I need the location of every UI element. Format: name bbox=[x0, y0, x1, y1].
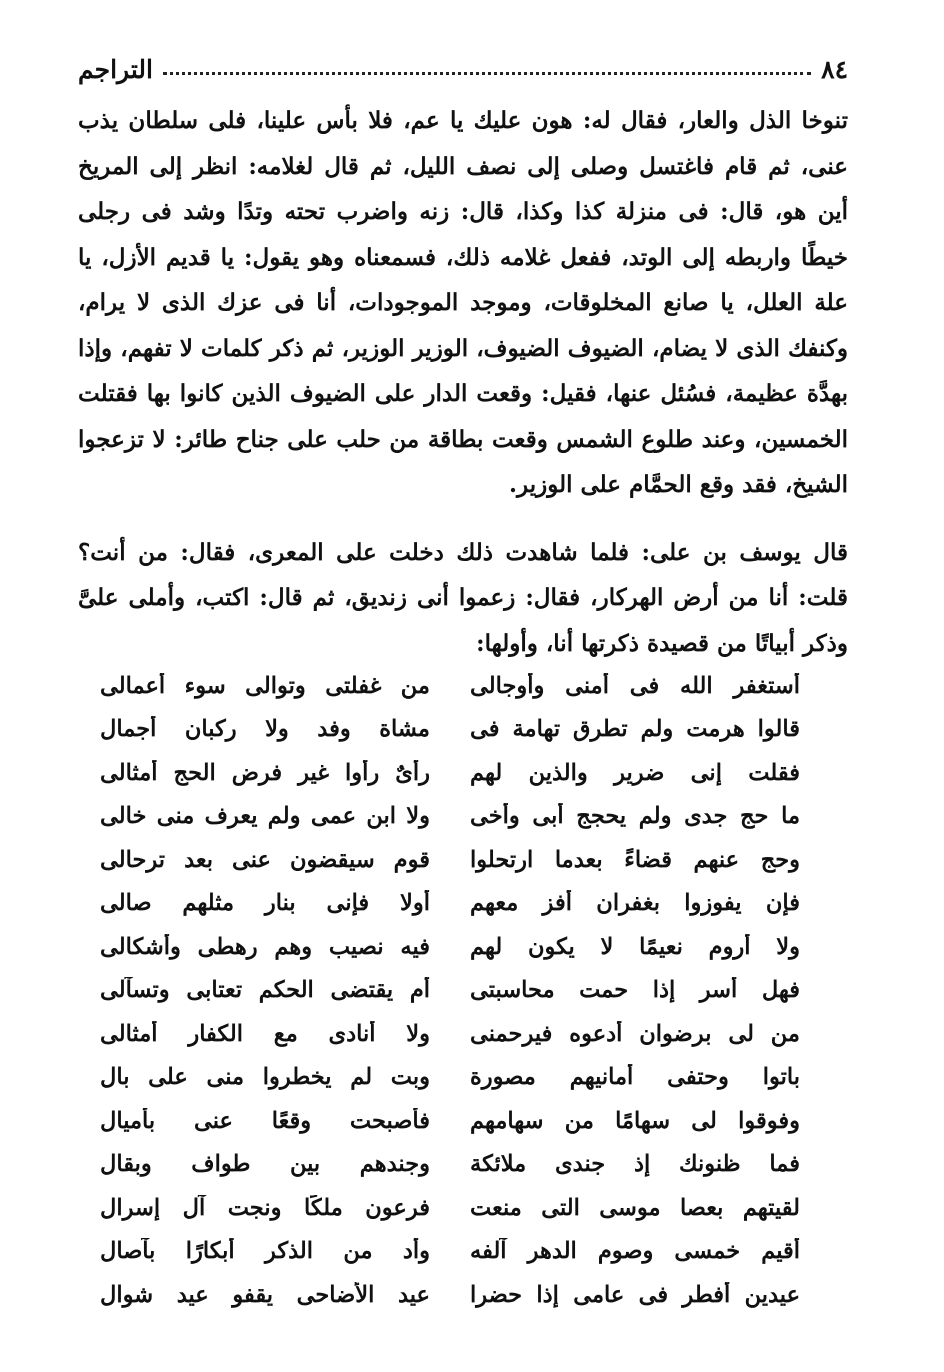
running-header bbox=[78, 40, 848, 84]
verse-first-hemistich: ولا أروم نعيمًا لا يكون لهم bbox=[470, 933, 800, 960]
verse-second-hemistich: قوم سيقضون عنى بعد ترحالى bbox=[100, 846, 430, 873]
verse-first-hemistich: فهل أسر إذا حمت محاسبتى bbox=[470, 977, 800, 1004]
verse-7 bbox=[100, 925, 800, 969]
verse-first-hemistich: من لى برضوان أدعوه فيرحمنى bbox=[470, 1020, 800, 1047]
verse-second-hemistich: مشاة وفد ولا ركبان أجمال bbox=[100, 716, 430, 743]
verse-2 bbox=[100, 708, 800, 752]
verse-first-hemistich: فقلت إنى ضرير والذين لهم bbox=[470, 759, 800, 786]
paragraph-1: تنوخا الذل والعار، فقال له: هون عليك يا عم، فلا بأس علينا، فلى سلطان يذب عنى، ثم قام فاغتسل وصلى إلى نصف الليل، ثم قال لغلامه: انظر إلى المريخ أين هو، قال: فى منزلة كذا وكذا، قال: زنه واضرب تحته وتدًا وشد فى رجلى خيطًا واربطه إلى الوتد، ففعل غلامه ذلك، فسمعناه وهو يقول: يا قديم الأزل، يا علة العلل، يا صانع المخلوقات، وموجد الموجودات، أنا فى عزك الذى لا يرام، وكنفك الذى لا يضام، الضيوف الضيوف، الوزير الوزير، ثم ذكر كلمات لا تفهم، وإذا بهدَّة عظيمة، فسُئل عنها، فقيل: وقعت الدار على الضيوف الذين كانوا بها فقتلت الخمسين، وعند طلوع الشمس وقعت بطاقة من حلب على جناح طائر: لا تزعجوا الشيخ، فقد وقع الحمَّام على الوزير. bbox=[78, 107, 848, 498]
paragraph-2: قال يوسف بن على: فلما شاهدت ذلك دخلت على المعرى، فقال: من أنت؟ قلت: أنا من أرض الهركار، فقال: زعموا أنى زنديق، ثم قال: اكتب، وأملى علىَّ وذكر أبياتًا من قصيدة ذكرتها أنا، وأولها: bbox=[78, 538, 848, 657]
verse-second-hemistich: رأىٌ رأوا غير فرض الحج أمثالى bbox=[100, 759, 430, 786]
verse-6 bbox=[100, 882, 800, 926]
verse-second-hemistich: فيه نصيب وهم رهطى وأشكالى bbox=[100, 933, 430, 960]
verse-first-hemistich: أستغفر الله فى أمنى وأوجالى bbox=[470, 672, 800, 699]
verse-9 bbox=[100, 1012, 800, 1056]
verse-first-hemistich: لقيتهم بعصا موسى التى منعت bbox=[470, 1194, 800, 1221]
page-number: ٨٤ bbox=[821, 55, 848, 84]
verse-14 bbox=[100, 1230, 800, 1274]
verse-second-hemistich: أم يقتضى الحكم تعتابى وتسآلى bbox=[100, 977, 430, 1004]
verse-3 bbox=[100, 751, 800, 795]
verse-first-hemistich: وحج عنهم قضاءً بعدما ارتحلوا bbox=[470, 846, 800, 873]
poem bbox=[100, 664, 800, 1317]
dotted-leader bbox=[163, 71, 811, 75]
verse-second-hemistich: ولا ابن عمى ولم يعرف منى خالى bbox=[100, 803, 430, 830]
verse-15 bbox=[100, 1273, 800, 1317]
verse-1 bbox=[100, 664, 800, 708]
verse-13 bbox=[100, 1186, 800, 1230]
verse-second-hemistich: وأد من الذكر أبكارًا بآصال bbox=[100, 1238, 430, 1265]
verse-first-hemistich: ما حج جدى ولم يحجج أبى وأخى bbox=[470, 803, 800, 830]
verse-8 bbox=[100, 969, 800, 1013]
verse-second-hemistich: من غفلتى وتوالى سوء أعمالى bbox=[100, 672, 430, 699]
verse-first-hemistich: فما ظنونك إذ جندى ملائكة bbox=[470, 1151, 800, 1178]
verse-first-hemistich: وفوقوا لى سهامًا من سهامهم bbox=[470, 1107, 800, 1134]
verse-first-hemistich: قالوا هرمت ولم تطرق تهامة فى bbox=[470, 716, 800, 743]
verse-5 bbox=[100, 838, 800, 882]
verse-first-hemistich: عيدين أفطر فى عامى إذا حضرا bbox=[470, 1281, 800, 1308]
verse-second-hemistich: وجندهم بين طواف وبقال bbox=[100, 1151, 430, 1178]
running-title: التراجم bbox=[78, 55, 153, 84]
verse-second-hemistich: أولا فإنى بنار مثلهم صالى bbox=[100, 890, 430, 917]
verse-second-hemistich: فأصبحت وقعًا عنى بأميال bbox=[100, 1107, 430, 1134]
verse-second-hemistich: ولا أنادى مع الكفار أمثالى bbox=[100, 1020, 430, 1047]
verse-first-hemistich: باتوا وحتفى أمانيهم مصورة bbox=[470, 1064, 800, 1091]
verse-second-hemistich: وبت لم يخطروا منى على بال bbox=[100, 1064, 430, 1091]
verse-12 bbox=[100, 1143, 800, 1187]
verse-11 bbox=[100, 1099, 800, 1143]
verse-10 bbox=[100, 1056, 800, 1100]
verse-second-hemistich: عيد الأضاحى يقفو عيد شوال bbox=[100, 1281, 430, 1308]
prose-body bbox=[78, 98, 848, 666]
verse-4 bbox=[100, 795, 800, 839]
verse-first-hemistich: فإن يفوزوا بغفران أفز معهم bbox=[470, 890, 800, 917]
verse-first-hemistich: أقيم خمسى وصوم الدهر آلفه bbox=[470, 1238, 800, 1265]
verse-second-hemistich: فرعون ملكًا ونجت آل إسرال bbox=[100, 1194, 430, 1221]
